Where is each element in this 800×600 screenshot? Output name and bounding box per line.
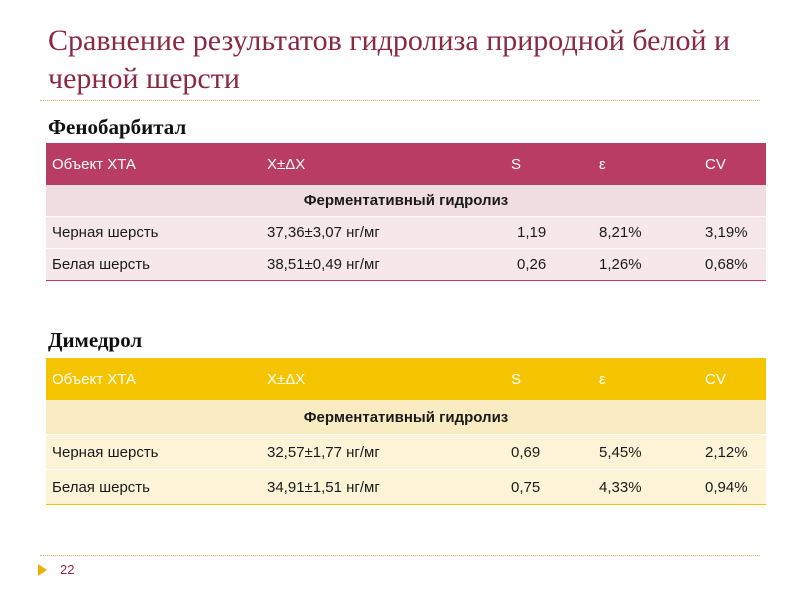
cell-epsilon: 1,26% bbox=[593, 249, 699, 281]
cell-s: 1,19 bbox=[505, 217, 593, 249]
cell-mean: 32,57±1,77 нг/мг bbox=[261, 435, 505, 470]
cell-cv: 0,68% bbox=[699, 249, 766, 281]
title-divider bbox=[40, 100, 760, 101]
table-subheading: Ферментативный гидролиз bbox=[46, 185, 766, 217]
footer-divider bbox=[40, 555, 760, 556]
column-header-cv: CV bbox=[705, 370, 726, 388]
table-header-row bbox=[46, 143, 766, 185]
table-row bbox=[46, 435, 766, 470]
section-heading-dimedrol: Димедрол bbox=[48, 328, 143, 352]
table-header-row bbox=[46, 358, 766, 400]
table-subheading-row bbox=[46, 185, 766, 217]
page-number: 22 bbox=[60, 562, 75, 577]
cell-epsilon: 8,21% bbox=[593, 217, 699, 249]
cell-s: 0,75 bbox=[505, 470, 593, 505]
table-row bbox=[46, 470, 766, 505]
cell-object: Черная шерсть bbox=[46, 217, 261, 249]
table-row bbox=[46, 217, 766, 249]
column-header-object: Объект ХТА bbox=[52, 370, 136, 388]
table-subheading-row bbox=[46, 400, 766, 435]
cell-mean: 34,91±1,51 нг/мг bbox=[261, 470, 505, 505]
section-heading-phenobarbital: Фенобарбитал bbox=[48, 115, 187, 139]
results-table-phenobarbital bbox=[46, 143, 766, 281]
cell-epsilon: 5,45% bbox=[593, 435, 699, 470]
table-row bbox=[46, 249, 766, 281]
cell-object: Белая шерсть bbox=[46, 249, 261, 281]
cell-mean: 37,36±3,07 нг/мг bbox=[261, 217, 505, 249]
column-header-epsilon: ε bbox=[599, 155, 606, 173]
cell-cv: 0,94% bbox=[699, 470, 766, 505]
cell-cv: 3,19% bbox=[699, 217, 766, 249]
column-header-cv: CV bbox=[705, 155, 726, 173]
cell-object: Черная шерсть bbox=[46, 435, 261, 470]
column-header-s: S bbox=[511, 370, 522, 388]
cell-cv: 2,12% bbox=[699, 435, 766, 470]
column-header-object: Объект ХТА bbox=[52, 155, 136, 173]
cell-mean: 38,51±0,49 нг/мг bbox=[261, 249, 505, 281]
cell-s: 0,26 bbox=[505, 249, 593, 281]
triangle-arrow-icon bbox=[38, 564, 47, 576]
table-subheading: Ферментативный гидролиз bbox=[46, 400, 766, 435]
column-header-mean: X±ΔX bbox=[267, 155, 306, 173]
slide-title: Сравнение результатов гидролиза природной белой и черной шерсти bbox=[48, 24, 731, 95]
cell-s: 0,69 bbox=[505, 435, 593, 470]
results-table-dimedrol bbox=[46, 358, 766, 505]
column-header-mean: X±ΔX bbox=[267, 370, 306, 388]
column-header-s: S bbox=[511, 155, 522, 173]
cell-epsilon: 4,33% bbox=[593, 470, 699, 505]
cell-object: Белая шерсть bbox=[46, 470, 261, 505]
column-header-epsilon: ε bbox=[599, 370, 606, 388]
